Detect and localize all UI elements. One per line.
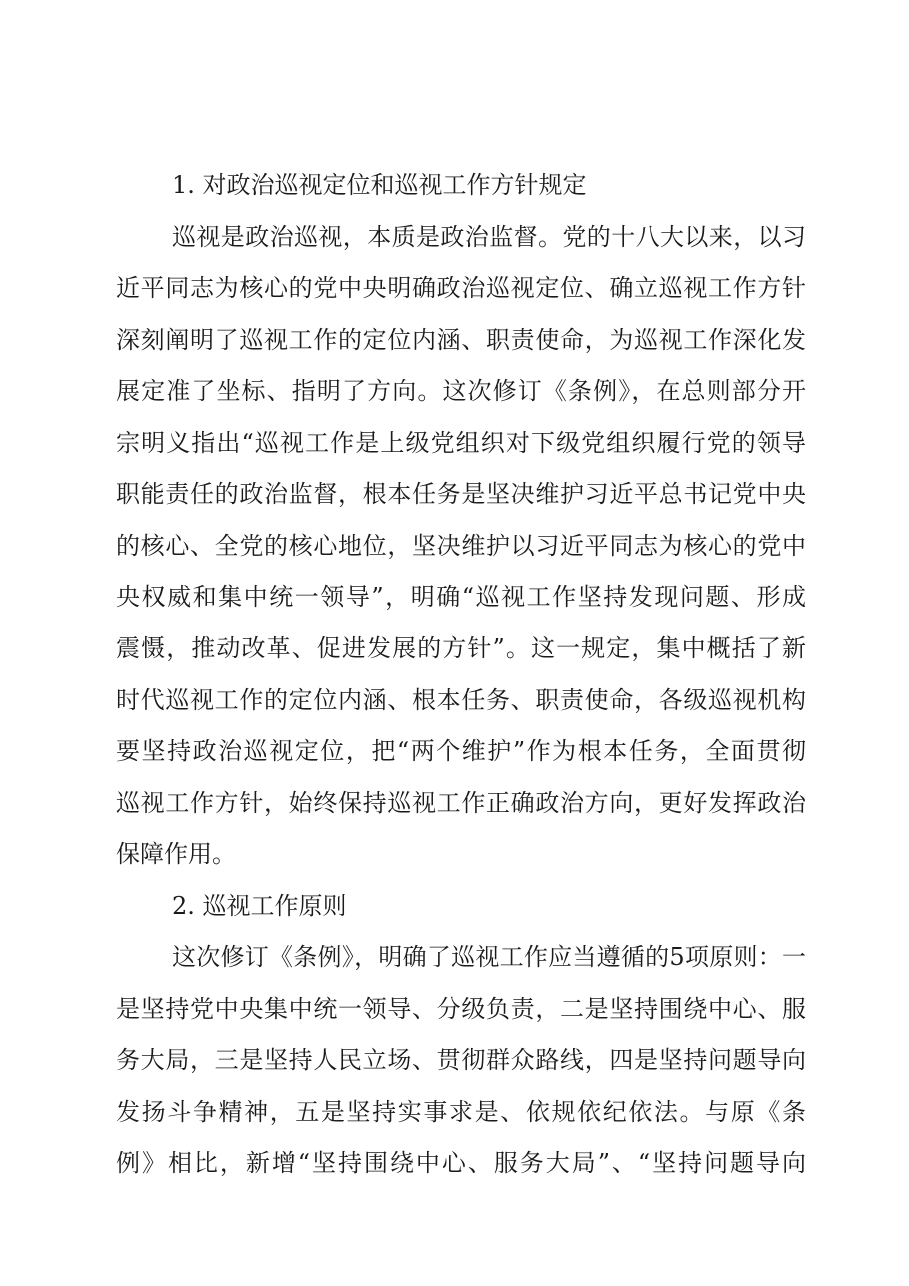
- paragraph-line: 的核心、全党的核心地位，坚决维护以习近平同志为核心的党中: [116, 532, 806, 560]
- paragraph-line: 例》相比，新增“坚持围绕中心、服务大局”、“坚持问题导向: [116, 1149, 806, 1177]
- paragraph-line: 是坚持党中央集中统一领导、分级负责，二是坚持围绕中心、服: [116, 995, 806, 1023]
- paragraph-line: 职能责任的政治监督，根本任务是坚决维护习近平总书记党中央: [116, 480, 806, 508]
- heading-2: 2. 巡视工作原则: [172, 892, 347, 920]
- paragraph-line: 近平同志为核心的党中央明确政治巡视定位、确立巡视工作方针: [116, 274, 806, 302]
- paragraph-line: 巡视工作方针，始终保持巡视工作正确政治方向，更好发挥政治: [116, 789, 806, 817]
- paragraph-line: 要坚持政治巡视定位，把“两个维护”作为根本任务，全面贯彻: [116, 737, 806, 765]
- paragraph-line: 深刻阐明了巡视工作的定位内涵、职责使命，为巡视工作深化发: [116, 326, 806, 354]
- paragraph-line: 震慑，推动改革、促进发展的方针”。这一规定，集中概括了新: [116, 634, 806, 662]
- paragraph-line: 展定准了坐标、指明了方向。这次修订《条例》，在总则部分开: [116, 377, 806, 405]
- paragraph-line: 务大局，三是坚持人民立场、贯彻群众路线，四是坚持问题导向: [116, 1046, 806, 1074]
- paragraph-line: 央权威和集中统一领导”，明确“巡视工作坚持发现问题、形成: [116, 583, 806, 611]
- paragraph-line: 这次修订《条例》，明确了巡视工作应当遵循的5项原则：一: [172, 943, 806, 971]
- paragraph-line: 发扬斗争精神，五是坚持实事求是、依规依纪依法。与原《条: [116, 1098, 806, 1126]
- heading-1: 1. 对政治巡视定位和巡视工作方针规定: [172, 171, 587, 199]
- paragraph-line: 保障作用。: [116, 840, 236, 868]
- paragraph-line: 宗明义指出“巡视工作是上级党组织对下级党组织履行党的领导: [116, 429, 806, 457]
- paragraph-line: 时代巡视工作的定位内涵、根本任务、职责使命，各级巡视机构: [116, 686, 806, 714]
- paragraph-line: 巡视是政治巡视，本质是政治监督。党的十八大以来，以习: [172, 223, 806, 251]
